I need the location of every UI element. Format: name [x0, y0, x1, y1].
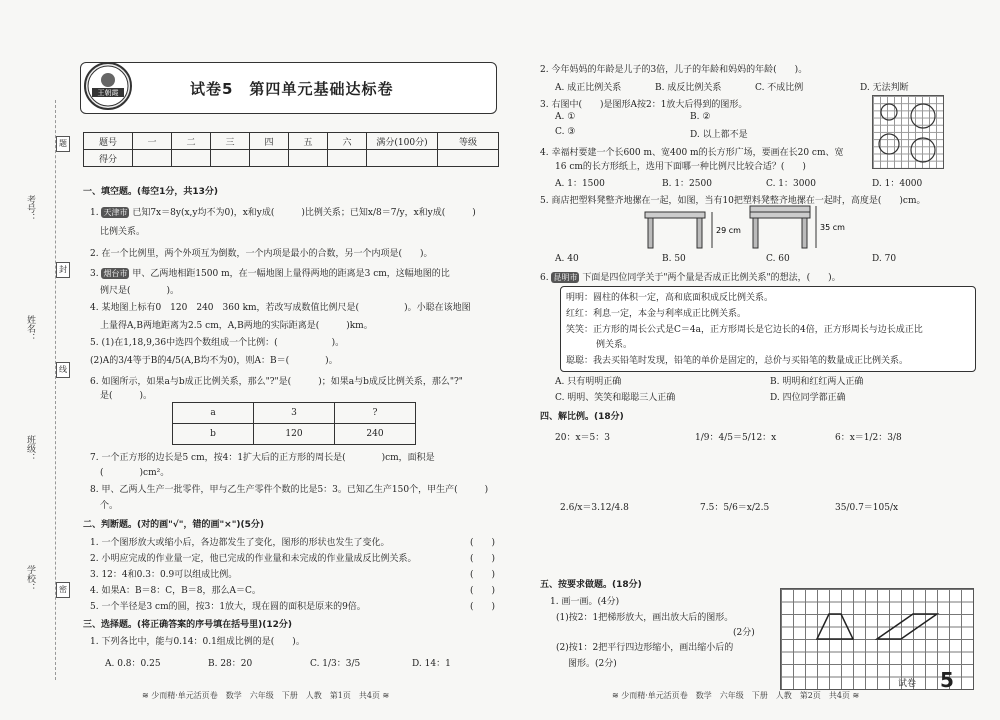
score-cell: 二 — [172, 133, 211, 150]
score-table — [83, 132, 499, 167]
question-line: 3. 右图中( )是图形A按2：1放大后得到的图形。 — [540, 100, 748, 110]
question-line: 5. (1)在1,18,9,36中选四个数组成一个比例：( )。 — [90, 338, 345, 348]
option: D. 以上都不是 — [690, 130, 748, 140]
score-table-row — [84, 150, 499, 167]
answer-paren: ( ) — [470, 602, 496, 612]
option: A. 40 — [555, 254, 579, 264]
option: D. 1：4000 — [872, 179, 923, 189]
exam-number: 5 — [940, 668, 954, 692]
option: C. 不成比例 — [755, 83, 804, 93]
question-line: 例尺是( )。 — [100, 286, 180, 296]
question-line: 1. 下列各比中，能与0.14：0.1组成比例的是( )。 — [90, 637, 305, 647]
opinion-line: 聪聪：我去买铅笔时发现，铅笔的单价是固定的，总价与买铅笔的数量成正比例关系。 — [566, 356, 909, 366]
question-line: 6. 如图所示，如果a与b成正比例关系，那么"?"是( )；如果a与b成反比例关系，那么"?" — [90, 377, 463, 387]
region-tag: 天津市 — [103, 208, 128, 217]
option: A. ① — [555, 112, 576, 122]
binding-tag: 封 — [56, 262, 70, 278]
question-line: 16 cm的长方形纸上，选用下面哪一种比例尺比较合适？( ) — [555, 162, 806, 172]
score-cell: 等级 — [438, 133, 499, 150]
question-text: 下面是四位同学关于"两个量是否成正比例关系"的想法，( )。 — [582, 273, 841, 283]
table-row — [173, 403, 416, 424]
question-line: (2)按1：2把平行四边形缩小，画出缩小后的 — [556, 643, 734, 653]
score-cell — [367, 150, 438, 167]
option: C. 明明、笑笑和聪聪三人正确 — [555, 393, 676, 403]
answer-paren: ( ) — [470, 586, 496, 596]
logo-text: 王朝霞 — [97, 89, 119, 97]
judge-line: 1. 一个图形放大或缩小后，各边都发生了变化，图形的形状也发生了变化。 — [90, 538, 390, 548]
section-title: 三、选择题。(将正确答案的序号填在括号里)(12分) — [83, 620, 292, 630]
score-cell — [438, 150, 499, 167]
score-cell — [133, 150, 172, 167]
binding-tag: 线 — [56, 362, 70, 378]
table-cell: 120 — [254, 424, 335, 445]
points-label: (2分) — [733, 628, 755, 638]
table-cell: 240 — [335, 424, 416, 445]
scaled-figure-grid — [872, 95, 944, 169]
option: A. 只有明明正确 — [555, 377, 622, 387]
score-cell: 一 — [133, 133, 172, 150]
binding-strip — [20, 100, 56, 680]
name-label: 姓名： — [25, 315, 35, 342]
score-cell — [289, 150, 328, 167]
section-title: 四、解比例。(18分) — [540, 412, 624, 422]
table-row — [173, 424, 416, 445]
question-line: (1)按2：1把梯形放大，画出放大后的图形。 — [556, 613, 734, 623]
stool-height-1: 29 cm — [716, 226, 741, 235]
question-line: 8. 甲、乙两人生产一批零件，甲与乙生产零件个数的比是5：3。已知乙生产150个，甲生产( ) — [90, 485, 489, 495]
question-line: 比例关系。 — [100, 227, 146, 237]
option: C. 1：3000 — [766, 179, 816, 189]
binding-tag: 密 — [56, 582, 70, 598]
question-line: 3. 烟台市 甲、乙两地相距1500 m，在一幅地图上量得两地的距离是3 cm，这幅地图的比 — [90, 269, 450, 279]
ab-table — [172, 402, 416, 445]
score-cell — [172, 150, 211, 167]
option: D. 四位同学都正确 — [770, 393, 846, 403]
exam-number-label: 考号： — [25, 195, 35, 222]
question-line: 是( )。 — [100, 391, 153, 401]
section-title: 二、判断题。(对的画"√"，错的画"×")(5分) — [83, 520, 265, 530]
judge-line: 2. 小明应完成的作业量一定，他已完成的作业量和未完成的作业量成反比例关系。 — [90, 554, 417, 564]
question-line: 个。 — [100, 501, 119, 511]
option: B. 明明和红红两人正确 — [770, 377, 864, 387]
option: C. 1/3：3/5 — [310, 659, 361, 669]
question-line: 7. 一个正方形的边长是5 cm，按4：1扩大后的正方形的周长是( )cm，面积是 — [90, 453, 435, 463]
table-cell: 3 — [254, 403, 335, 424]
question-line: 1. 画一画。(4分) — [550, 597, 620, 607]
score-cell: 题号 — [84, 133, 133, 150]
footer-left: ≋ 少而精·单元活页卷 数学 六年级 下册 人教 第1页 共4页 ≋ — [142, 691, 390, 700]
stools-figure — [640, 204, 845, 254]
table-cell: ? — [335, 403, 416, 424]
proportion-problem: 2.6/x＝3.12/4.8 — [560, 503, 629, 513]
question-line: 6. 昆明市 下面是四位同学关于"两个量是否成正比例关系"的想法，( )。 — [540, 273, 841, 283]
school-label: 学校： — [25, 565, 35, 592]
proportion-problem: 1/9：4/5＝5/12：x — [695, 433, 777, 443]
option: A. 成正比例关系 — [555, 83, 622, 93]
score-cell — [250, 150, 289, 167]
option: B. 50 — [662, 254, 686, 264]
section-title: 一、填空题。(每空1分，共13分) — [83, 187, 219, 197]
brand-logo — [84, 62, 132, 110]
option: D. 70 — [872, 254, 897, 264]
stool-height-2: 35 cm — [820, 223, 845, 232]
score-cell: 六 — [328, 133, 367, 150]
answer-paren: ( ) — [470, 554, 496, 564]
question-text: 甲、乙两地相距1500 m，在一幅地图上量得两地的距离是3 cm，这幅地图的比 — [132, 269, 450, 279]
page-title: 试卷5 第四单元基础达标卷 — [190, 80, 394, 98]
question-line: 4. 幸福村要建一个长600 m、宽400 m的长方形广场，要画在长20 cm、宽 — [540, 148, 844, 158]
footer-right: ≋ 少而精·单元活页卷 数学 六年级 下册 人教 第2页 共4页 ≋ — [612, 691, 860, 700]
score-cell: 满分(100分) — [367, 133, 438, 150]
question-line: 4. 某地图上标有0 120 240 360 km，若改写成数值比例尺是( )。小聪在该地图 — [90, 303, 471, 313]
score-cell: 四 — [250, 133, 289, 150]
judge-line: 3. 12：4和0.3：0.9可以组成比例。 — [90, 570, 238, 580]
question-line: 2. 在一个比例里，两个外项互为倒数，一个内项是最小的合数，另一个内项是( )。 — [90, 249, 433, 259]
proportion-problem: 35/0.7＝105/x — [835, 503, 899, 513]
opinion-line: 例关系。 — [596, 340, 633, 350]
opinion-line: 笑笑：正方形的周长公式是C＝4a，正方形周长是它边长的4倍，正方形周长与边长成正比 — [566, 325, 923, 335]
option: C. 60 — [766, 254, 790, 264]
judge-line: 5. 一个半径是3 cm的圆，按3：1放大，现在圆的面积是原来的9倍。 — [90, 602, 366, 612]
question-line: ( )cm²。 — [100, 468, 170, 478]
answer-paren: ( ) — [470, 538, 496, 548]
proportion-problem: 7.5：5/6＝x/2.5 — [700, 503, 770, 513]
question-line: 图形。(2分) — [568, 659, 617, 669]
question-line: 2. 今年妈妈的年龄是儿子的3倍，儿子的年龄和妈妈的年龄( )。 — [540, 65, 808, 75]
score-table-header-row — [84, 133, 499, 150]
option: A. 1：1500 — [555, 179, 605, 189]
question-text: 已知7x＝8y(x,y均不为0)，x和y成( )比例关系；已知x/8＝7/y，x和y成( ) — [132, 208, 476, 218]
answer-paren: ( ) — [470, 570, 496, 580]
region-tag: 烟台市 — [103, 269, 128, 278]
region-tag: 昆明市 — [553, 273, 578, 282]
score-cell: 五 — [289, 133, 328, 150]
option: D. 14：1 — [412, 659, 451, 669]
proportion-problem: 20：x＝5：3 — [555, 433, 610, 443]
exam-label: 试卷 — [898, 679, 917, 689]
table-cell: a — [173, 403, 254, 424]
opinion-line: 红红：利息一定，本金与利率成正比例关系。 — [566, 309, 747, 319]
option: C. ③ — [555, 127, 576, 137]
question-line: 上量得A,B两地距离为2.5 cm，A,B两地的实际距离是( )km。 — [100, 321, 373, 331]
option: B. ② — [690, 112, 711, 122]
score-cell: 三 — [211, 133, 250, 150]
option: B. 28：20 — [208, 659, 253, 669]
question-line: 5. 商店把塑料凳整齐地摞在一起，如图，当有10把塑料凳整齐地摞在一起时，高度是( )cm。 — [540, 196, 926, 206]
question-line: 1. 天津市 已知7x＝8y(x,y均不为0)，x和y成( )比例关系；已知x/8＝7/y，x和y成( ) — [90, 208, 476, 218]
proportion-problem: 6：x＝1/2：3/8 — [835, 433, 902, 443]
score-cell — [328, 150, 367, 167]
section-title: 五、按要求做题。(18分) — [540, 580, 642, 590]
option: B. 成反比例关系 — [655, 83, 722, 93]
question-line: (2)A的3/4等于B的4/5(A,B均不为0)，则A：B＝( )。 — [90, 356, 338, 366]
option: B. 1：2500 — [662, 179, 712, 189]
binding-tag: 题 — [56, 136, 70, 152]
score-cell — [211, 150, 250, 167]
judge-line: 4. 如果A：B＝8：C，B＝8，那么A＝C。 — [90, 586, 261, 596]
opinion-line: 明明：圆柱的体积一定，高和底面积成反比例关系。 — [566, 293, 774, 303]
score-cell: 得分 — [84, 150, 133, 167]
table-cell: b — [173, 424, 254, 445]
option: D. 无法判断 — [860, 83, 909, 93]
class-label: 班级： — [25, 435, 35, 462]
option: A. 0.8：0.25 — [105, 659, 161, 669]
